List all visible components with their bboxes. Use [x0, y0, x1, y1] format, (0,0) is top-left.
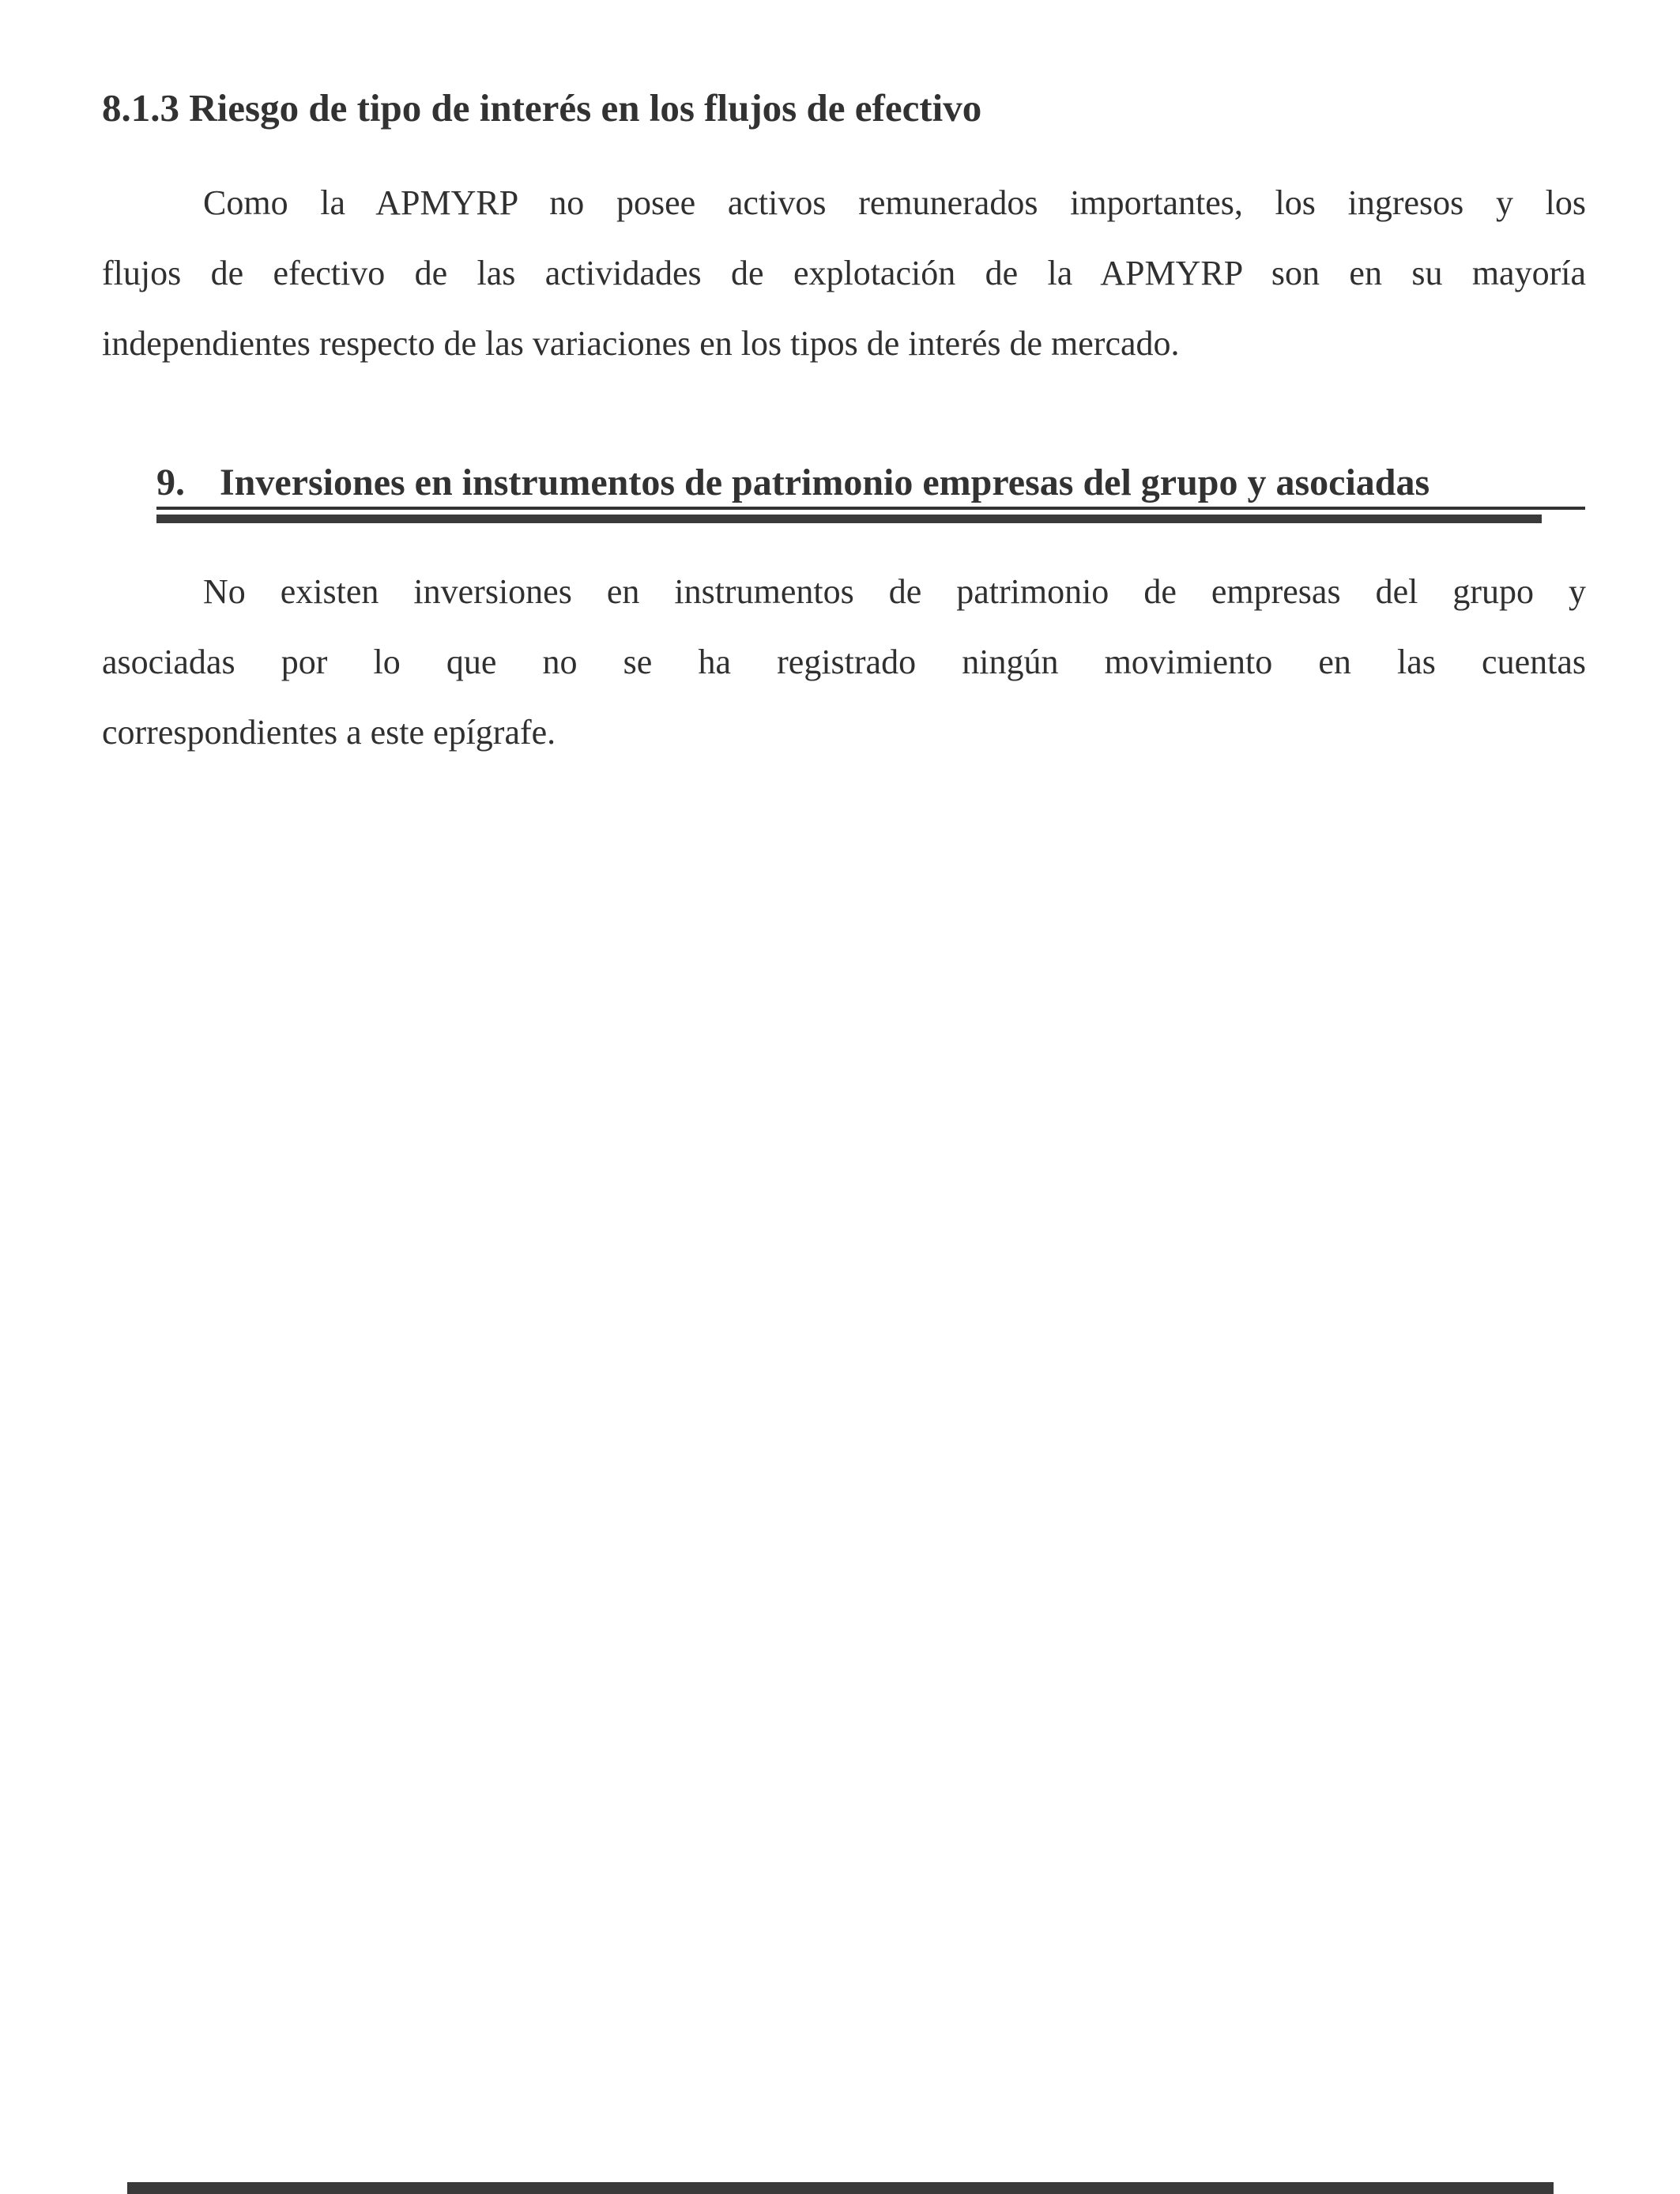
section-number: 9. — [156, 462, 185, 503]
paragraph-line: asociadas por lo que no se ha registrado ningún movimiento en las cuentas — [102, 643, 1586, 681]
paragraph-line: independientes respecto de las variaciones en los tipos de interés de mercado. — [102, 324, 1180, 363]
page-bottom-rule — [127, 2182, 1554, 2194]
paragraph-line: flujos de efectivo de las actividades de explotación de la APMYRP son en su mayoría — [102, 254, 1586, 292]
paragraph-line: No existen inversiones en instrumentos de patrimonio de empresas del grupo y — [203, 572, 1586, 611]
section-9-heading-text — [156, 462, 1585, 510]
section-9-underline-bar — [156, 515, 1542, 523]
paragraph-interest-rate-risk — [102, 168, 1586, 379]
section-title: Inversiones en instrumentos de patrimonio empresas del grupo y asociadas — [220, 462, 1430, 503]
heading-8-1-3: 8.1.3 Riesgo de tipo de interés en los flujos de efectivo — [102, 86, 982, 130]
paragraph-line: Como la APMYRP no posee activos remunerados importantes, los ingresos y los — [203, 183, 1586, 222]
section-9-heading — [156, 462, 1585, 523]
paragraph-line: correspondientes a este epígrafe. — [102, 713, 556, 752]
paragraph-no-investments — [102, 556, 1586, 767]
